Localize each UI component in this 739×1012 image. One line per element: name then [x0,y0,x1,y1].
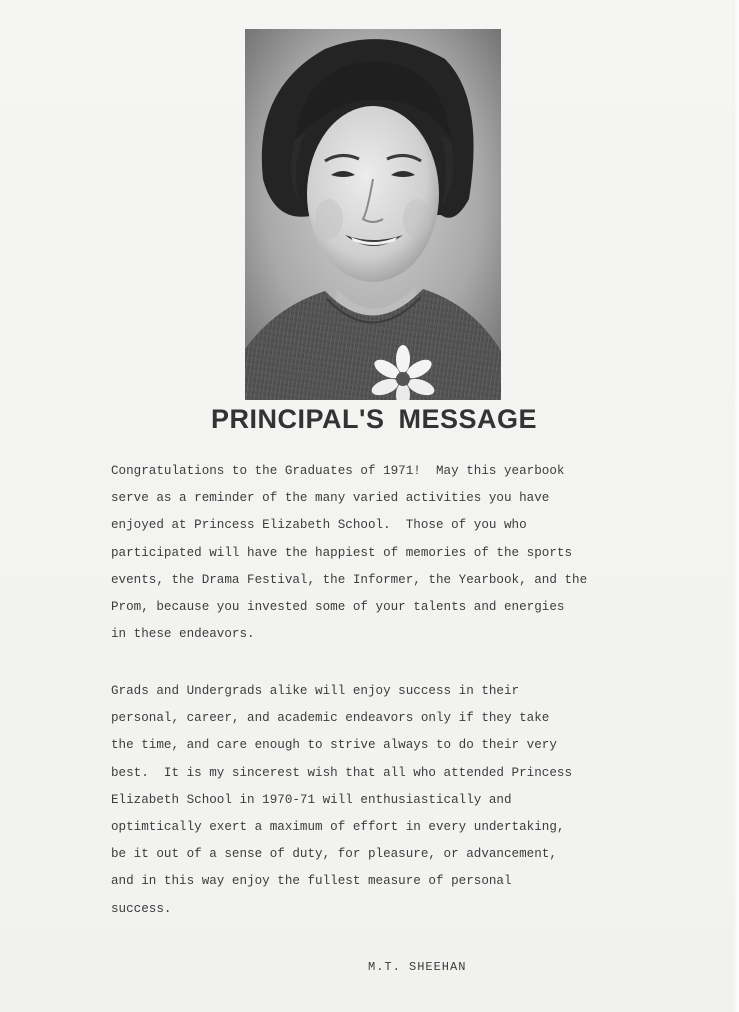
page-title: PRINCIPAL'S MESSAGE [211,404,537,434]
paragraph-line: and in this way enjoy the fullest measure of personal [111,874,512,889]
paragraph-line: Grads and Undergrads alike will enjoy success in their [111,684,520,698]
paragraph-line: events, the Drama Festival, the Informer, the Yearbook, and the [111,572,588,587]
paragraph-line: Elizabeth School in 1970-71 will enthusiastically and [111,792,512,807]
paragraph-line: Prom, because you invested some of your talents and energies [111,599,565,614]
paragraph-line: the time, and care enough to strive always to do their very [111,738,557,753]
message-paragraph-2 [111,678,671,923]
paragraph-line: participated will have the happiest of memories of the sports [111,545,573,560]
message-paragraph-1 [111,458,671,648]
paragraph-line: optimtically exert a maximum of effort in every undertaking, [111,819,565,834]
paragraph-line: be it out of a sense of duty, for pleasure, or advancement, [111,847,557,862]
paragraph-line: personal, career, and academic endeavors only if they take [111,711,550,726]
paragraph-line: enjoyed at Princess Elizabeth School. Those of you who [111,518,527,533]
paragraph-line: success. [111,901,172,916]
page-edge [733,0,739,1012]
paragraph-line: Congratulations to the Graduates of 1971! May this yearbook [111,464,565,478]
paragraph-line: best. It is my sincerest wish that all who attended Princess [111,765,573,780]
paragraph-line: in these endeavors. [111,627,255,642]
signature: M.T. SHEEHAN [368,960,467,974]
paragraph-line: serve as a reminder of the many varied activities you have [111,491,550,506]
principal-portrait-photo [245,29,501,400]
